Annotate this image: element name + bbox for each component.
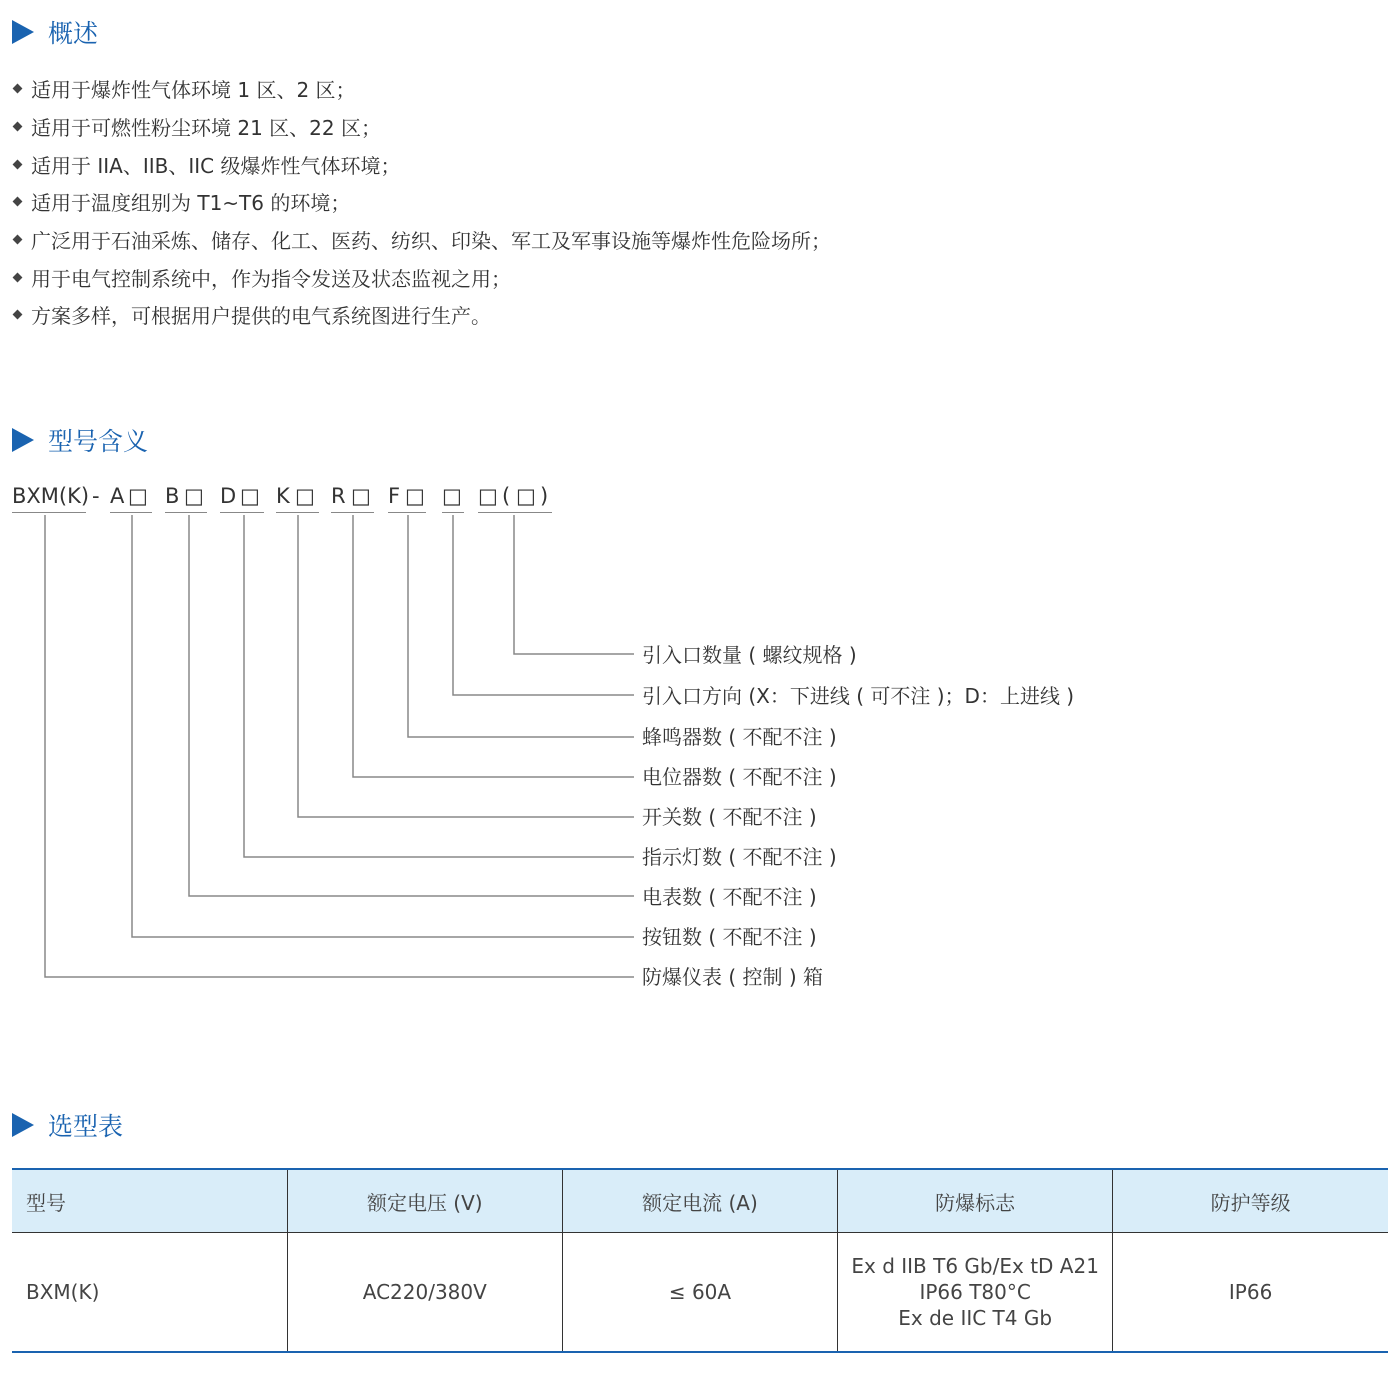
code-box: □: [478, 484, 498, 508]
selection-table: [12, 1168, 1388, 1353]
underline-f: [388, 512, 426, 513]
underline-direction: [442, 512, 464, 513]
leader-line-buzzer: [408, 515, 634, 737]
underline-prefix: [12, 512, 86, 513]
column-header-voltage: 额定电压 (V): [287, 1169, 562, 1233]
code-a: A: [110, 484, 125, 508]
underline-a: [110, 512, 152, 513]
column-header-current: 额定电流 (A): [562, 1169, 837, 1233]
list-item: 方案多样，可根据用户提供的电气系统图进行生产。: [12, 296, 831, 334]
ex-mark-line: IP66 T80°C: [919, 1280, 1031, 1304]
list-item: 适用于爆炸性气体环境 1 区、2 区；: [12, 70, 831, 108]
list-item: 适用于 IIA、IIB、IIC 级爆炸性气体环境；: [12, 145, 831, 183]
leader-line-entry-count: [514, 515, 634, 654]
desc-buzzer: 蜂鸣器数 ( 不配不注 ): [642, 725, 837, 749]
list-item: 用于电气控制系统中，作为指令发送及状态监视之用；: [12, 258, 831, 296]
ex-mark-line: Ex d IIB T6 Gb/Ex tD A21: [851, 1254, 1099, 1278]
underline-r: [331, 512, 374, 513]
code-box: □: [442, 484, 462, 508]
desc-meter: 电表数 ( 不配不注 ): [642, 885, 817, 909]
code-box: □: [351, 484, 371, 508]
leader-line-entry-direction: [453, 515, 634, 695]
desc-entry-count: 引入口数量 ( 螺纹规格 ): [642, 643, 857, 667]
model-meaning-title: 型号含义: [48, 427, 149, 456]
code-r: R: [331, 484, 346, 508]
table-row: [12, 1233, 1388, 1353]
leader-line-switch: [298, 515, 634, 817]
list-item: 适用于温度组别为 T1~T6 的环境；: [12, 183, 831, 221]
leader-line-indicator: [244, 515, 634, 857]
desc-switch: 开关数 ( 不配不注 ): [642, 805, 817, 829]
code-paren-open: (: [502, 484, 511, 508]
desc-potentiometer: 电位器数 ( 不配不注 ): [642, 765, 837, 789]
leader-line-box: [45, 515, 634, 977]
list-item: 适用于可燃性粉尘环境 21 区、22 区；: [12, 108, 831, 146]
underline-b: [165, 512, 207, 513]
desc-entry-direction: 引入口方向 (X：下进线 ( 可不注 )；D：上进线 ): [642, 684, 1075, 708]
column-header-protection: 防护等级: [1113, 1169, 1388, 1233]
code-f: F: [388, 484, 401, 508]
underline-k: [276, 512, 319, 513]
underline-d: [220, 512, 264, 513]
selection-table-heading: [12, 1107, 123, 1143]
code-box: □: [128, 484, 148, 508]
desc-indicator: 指示灯数 ( 不配不注 ): [642, 845, 837, 869]
code-box: □: [184, 484, 204, 508]
desc-button: 按钮数 ( 不配不注 ): [642, 925, 817, 949]
leader-line-meter: [189, 515, 634, 896]
code-paren-close: ): [540, 484, 549, 508]
code-box: □: [516, 484, 536, 508]
triangle-bullet-icon: [12, 1113, 34, 1137]
code-dash: -: [92, 484, 100, 508]
code-prefix: BXM(K): [12, 484, 90, 508]
code-box: □: [240, 484, 260, 508]
cell-model: BXM(K): [12, 1233, 287, 1353]
code-k: K: [276, 484, 290, 508]
table-header-row: [12, 1169, 1388, 1233]
ex-mark-line: Ex de IIC T4 Gb: [898, 1306, 1053, 1330]
code-d: D: [220, 484, 237, 508]
code-box: □: [405, 484, 425, 508]
list-item: 广泛用于石油采炼、储存、化工、医药、纺织、印染、军工及军事设施等爆炸性危险场所；: [12, 221, 831, 259]
code-box: □: [295, 484, 315, 508]
cell-protection: IP66: [1113, 1233, 1388, 1353]
leader-line-button: [132, 515, 634, 937]
cell-ex-mark: [838, 1233, 1113, 1353]
selection-table-title: 选型表: [48, 1112, 124, 1141]
underline-entry: [478, 512, 552, 513]
code-b: B: [165, 484, 180, 508]
cell-current: ≤ 60A: [562, 1233, 837, 1353]
cell-voltage: AC220/380V: [287, 1233, 562, 1353]
column-header-ex-mark: 防爆标志: [838, 1169, 1113, 1233]
column-header-model: 型号: [12, 1169, 287, 1233]
overview-title: 概述: [48, 19, 99, 48]
desc-box: 防爆仪表 ( 控制 ) 箱: [642, 965, 824, 989]
